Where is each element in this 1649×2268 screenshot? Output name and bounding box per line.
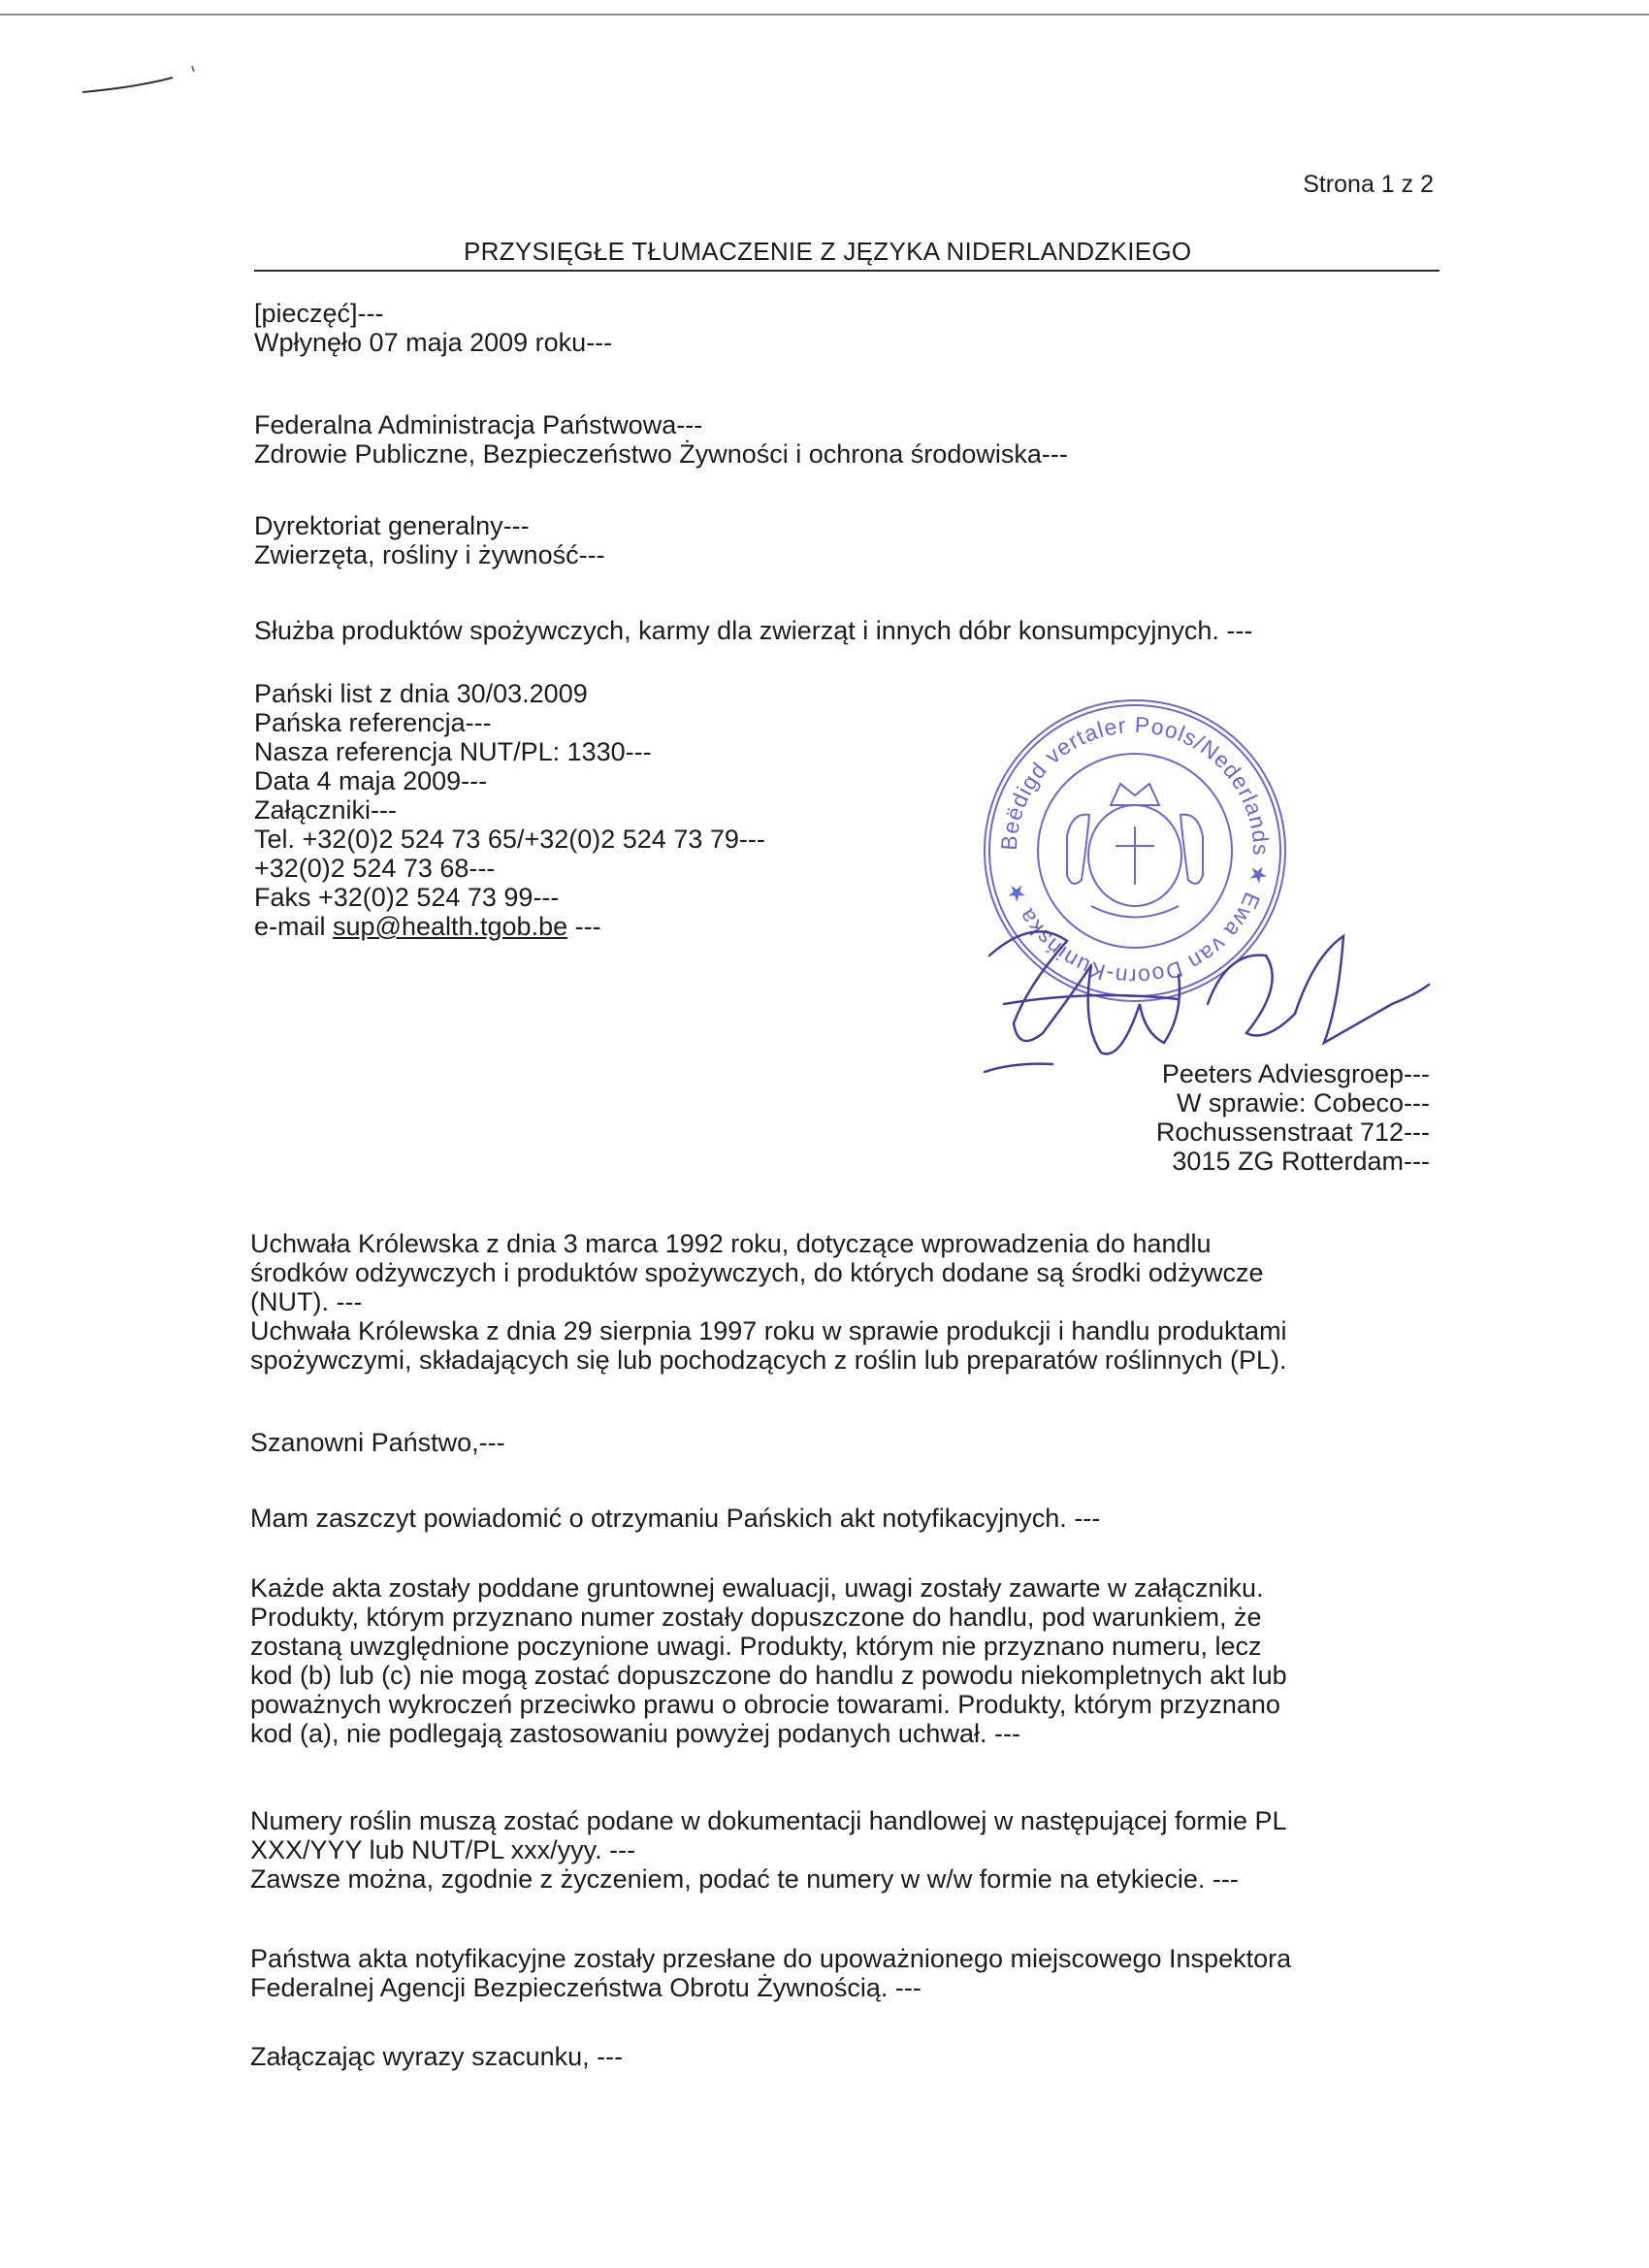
numbering-paragraph [250,1806,1287,1894]
forwarding-paragraph [250,1944,1291,2002]
decree-line: (NUT). --- [250,1287,363,1316]
page-number: Strona 1 z 2 [1303,171,1434,198]
email-prefix: e-mail [254,912,334,941]
letter-date: Data 4 maja 2009--- [254,766,488,795]
evaluation-paragraph [250,1573,1287,1748]
decree-line: Uchwała Królewska z dnia 29 sierpnia 1997 roku w sprawie produkcji i handlu produktami [250,1316,1287,1345]
recipient-city: 3015 ZG Rotterdam--- [1172,1147,1430,1176]
directorate-name: Dyrektoriat generalny--- [254,511,530,540]
recipient-street: Rochussenstraat 712--- [1155,1118,1430,1147]
administration-block [254,410,1068,469]
numbering-line: Zawsze można, zgodnie z życzeniem, podać te numery w w/w formie na etykiecie. --- [250,1864,1239,1894]
recipient-subject: W sprawie: Cobeco--- [1176,1088,1430,1118]
recipient-name: Peeters Adviesgroep--- [1161,1059,1430,1088]
administration-department: Zdrowie Publiczne, Bezpieczeństwo Żywności i ochrona środowiska--- [254,439,1068,469]
email-address-link[interactable]: sup@health.tgob.be [333,912,568,941]
evaluation-line: poważnych wykroczeń przeciwko prawu o obrocie towarami. Produkty, którym przyznano [250,1690,1280,1719]
email-suffix: --- [567,912,601,941]
numbering-line: Numery roślin muszą zostać podane w dokumentacji handlowej w następującej formie PL [250,1806,1287,1835]
decrees-paragraph [250,1229,1287,1375]
seal-text: Beëdigd vertaler Pools/Nederlands ★ Ewa van Doorn-Kunińska ★ [995,711,1275,990]
directorate-block [254,511,605,569]
telephone-line: Tel. +32(0)2 524 73 65/+32(0)2 524 73 79--- [254,825,765,854]
forwarding-line: Państwa akta notyfikacyjne zostały przesłane do upoważnionego miejscowego Inspektora [250,1944,1292,1973]
service-line: Służba produktów spożywczych, karmy dla zwierząt i innych dóbr konsumpcyjnych. --- [254,616,1253,645]
email-line [254,912,765,941]
evaluation-line: kod (b) lub (c) nie mogą zostać dopuszczone do handlu z powodu niekompletnych akt lub [250,1661,1287,1690]
recipient-block [1156,1059,1430,1176]
decree-line: Uchwała Królewska z dnia 3 marca 1992 roku, dotyczące wprowadzenia do handlu [250,1229,1212,1258]
numbering-line: XXX/YYY lub NUT/PL xxx/yyy. --- [250,1835,636,1864]
your-letter-date: Pański list z dnia 30/03.2009 [254,679,588,708]
references-block [254,679,765,941]
intro-paragraph: Mam zaszczyt powiadomić o otrzymaniu Pańskich akt notyfikacyjnych. --- [250,1504,1101,1533]
pen-stroke-mark [78,58,213,97]
telephone-line-2: +32(0)2 524 73 68--- [254,854,496,883]
evaluation-line: kod (a), nie podlegają zastosowaniu powyżej podanych uchwał. --- [250,1719,1020,1748]
stamp-label: [pieczęć]--- [254,299,384,328]
decree-line: spożywczymi, składających się lub pochodzących z roślin lub preparatów roślinnych (PL). [250,1345,1287,1375]
fax-line: Faks +32(0)2 524 73 99--- [254,883,560,912]
attachments-label: Załączniki--- [254,795,398,825]
evaluation-line: Każde akta zostały poddane gruntownej ewaluacji, uwagi zostały zawarte w załączniku. [250,1573,1264,1603]
received-stamp-block [254,299,612,357]
closing-line: Załączając wyrazy szacunku, --- [250,2042,624,2071]
evaluation-line: zostaną uwzględnione poczynione uwagi. Produkty, którym nie przyznano numeru, lecz [250,1632,1262,1661]
administration-name: Federalna Administracja Państwowa--- [254,410,703,439]
evaluation-line: Produkty, którym przyznano numer zostały dopuszczone do handlu, pod warunkiem, że [250,1603,1262,1632]
your-reference: Pańska referencja--- [254,708,492,737]
directorate-scope: Zwierzęta, rośliny i żywność--- [254,540,605,569]
document-title: PRZYSIĘGŁE TŁUMACZENIE Z JĘZYKA NIDERLANDZKIEGO [464,237,1192,266]
salutation: Szanowni Państwo,--- [250,1428,505,1457]
scan-top-edge-line [0,14,1649,16]
forwarding-line: Federalnej Agencji Bezpieczeństwa Obrotu Żywnością. --- [250,1973,922,2002]
received-date: Wpłynęło 07 maja 2009 roku--- [254,328,613,357]
decree-line: środków odżywczych i produktów spożywczych, do których dodane są środki odżywcze [250,1258,1264,1287]
our-reference: Nasza referencja NUT/PL: 1330--- [254,737,652,766]
title-underline [254,270,1439,272]
